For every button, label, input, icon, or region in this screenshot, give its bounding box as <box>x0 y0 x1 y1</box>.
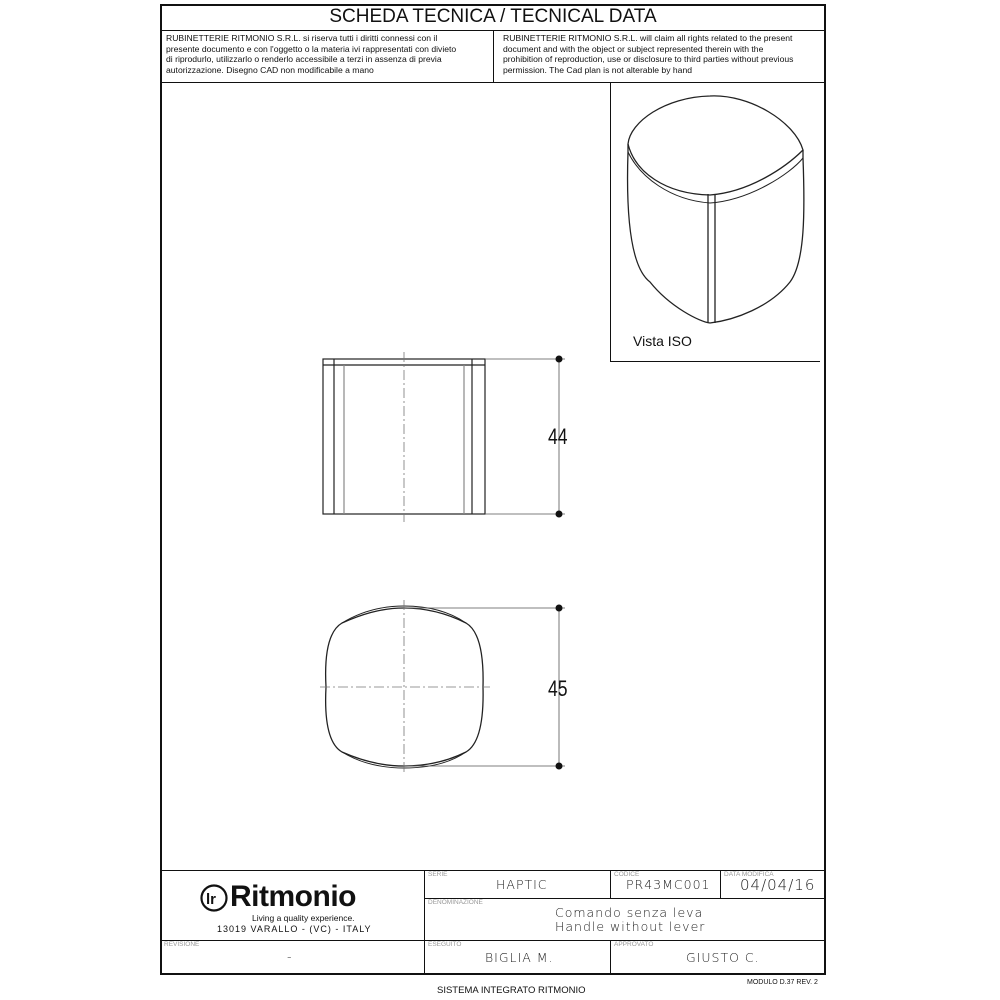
footer-module-text: MODULO D.37 REV. 2 <box>747 979 818 986</box>
title-block-divider-1 <box>424 870 425 975</box>
brand-tagline: Living a quality experience. <box>252 913 355 923</box>
iso-view-drawing <box>610 82 826 362</box>
codice-label: CODICE <box>614 871 640 878</box>
eseguito-label: ESEGUITO <box>428 941 462 948</box>
brand-name: Ritmonio <box>230 880 356 913</box>
legal-notice-english: RUBINETTERIE RITMONIO S.R.L. will claim all rights related to the present document and with the object or subject represented therein with the prohibition of reproduction, use or disclosure to third parties without previous permission. The Cad plan is not alterable by hand <box>503 33 794 75</box>
svg-text:lr: lr <box>206 891 217 908</box>
serie-value: HAPTIC <box>496 877 548 892</box>
approvato-value: GIUSTO C. <box>686 950 760 965</box>
width-dimension-label: 45 <box>548 676 568 701</box>
company-address: 13019 VARALLO - (VC) - ITALY <box>217 924 372 934</box>
title-block-divider-3 <box>720 870 721 898</box>
legal-notice-italian: RUBINETTERIE RITMONIO S.R.L. si riserva tutti i diritti connessi con il presente documento e con l'oggetto o la materia ivi rappresentati con divieto di riprodurlo, utilizzarlo o renderlo accessibile a terzi in assenza di previa autorizzazione. Disegno CAD non modificabile a mano <box>166 33 457 75</box>
iso-view-label: Vista ISO <box>633 333 692 349</box>
eseguito-value: BIGLIA M. <box>485 950 554 965</box>
data-value: 04/04/16 <box>740 876 816 894</box>
height-dimension-label: 44 <box>548 424 568 449</box>
title-block-row-1 <box>424 898 826 899</box>
title-block-divider-2 <box>610 870 611 898</box>
revisione-value: - <box>287 949 293 964</box>
data-label: DATA MODIFICA <box>724 871 774 878</box>
ritmonio-logo <box>200 880 375 938</box>
description-english: Handle without lever <box>555 919 706 934</box>
description-italian: Comando senza leva <box>555 905 704 920</box>
revisione-label: REVISIONE <box>164 941 200 948</box>
legal-divider <box>493 30 494 82</box>
title-block-row-2 <box>160 940 826 941</box>
sheet-title: SCHEDA TECNICA / TECNICAL DATA <box>329 6 657 27</box>
ritmonio-logo-icon <box>200 884 228 912</box>
approvato-label: APPROVATO <box>614 941 654 948</box>
footer-system-text: SISTEMA INTEGRATO RITMONIO <box>437 985 586 996</box>
codice-value: PR43MC001 <box>626 877 711 892</box>
title-block-divider-4 <box>610 940 611 975</box>
serie-label: SERIE <box>428 871 448 878</box>
denominazione-label: DENOMINAZIONE <box>428 899 483 906</box>
